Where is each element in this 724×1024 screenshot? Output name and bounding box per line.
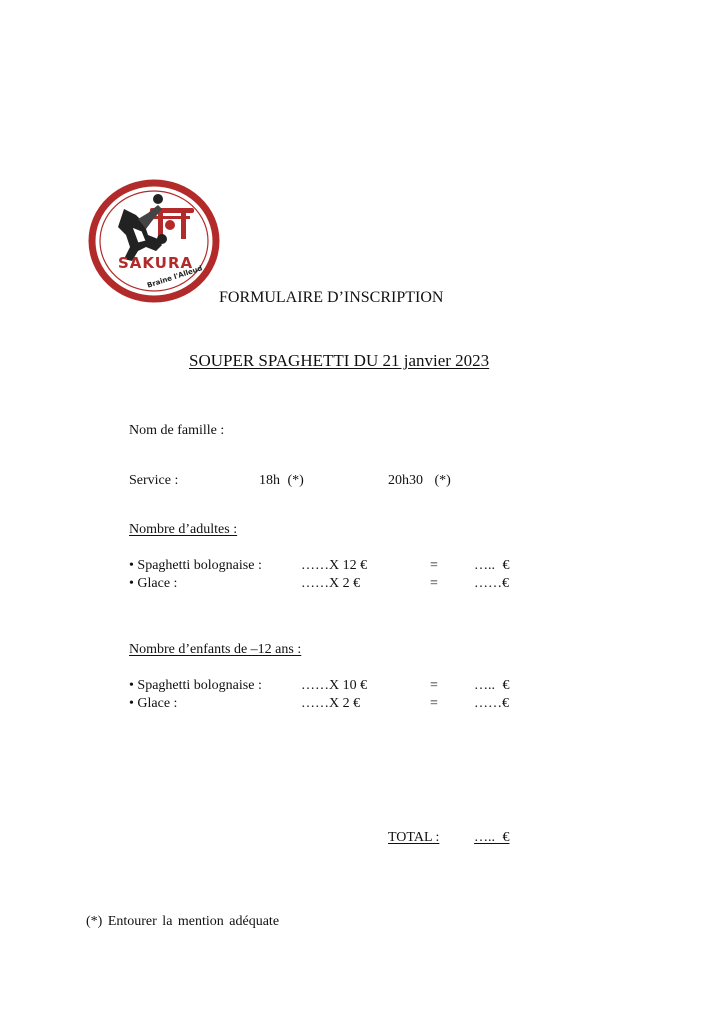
adults-spaghetti-total[interactable]: ….. € — [474, 558, 510, 573]
children-glace-eq: = — [430, 696, 438, 711]
children-spaghetti-eq: = — [430, 678, 438, 693]
children-glace-total[interactable]: ……€ — [474, 696, 509, 711]
children-glace-qty[interactable]: ……X 2 € — [301, 696, 361, 711]
form-title: FORMULAIRE D’INSCRIPTION — [219, 289, 444, 306]
adults-spaghetti-eq: = — [430, 558, 438, 573]
total-value[interactable]: ….. € — [474, 830, 510, 845]
service-option-18h[interactable]: 18h (*) — [259, 473, 304, 488]
adults-glace-eq: = — [430, 576, 438, 591]
service-option-20h30[interactable]: 20h30 (*) — [388, 473, 451, 488]
children-glace-item: • Glace : — [129, 696, 178, 711]
adults-glace-item: • Glace : — [129, 576, 178, 591]
adults-spaghetti-qty[interactable]: ……X 12 € — [301, 558, 368, 573]
event-title: SOUPER SPAGHETTI DU 21 janvier 2023 — [189, 351, 490, 370]
logo-name: SAKURA — [118, 254, 194, 272]
children-spaghetti-total[interactable]: ….. € — [474, 678, 510, 693]
children-spaghetti-qty[interactable]: ……X 10 € — [301, 678, 368, 693]
footnote: (*) Entourer la mention adéquate — [86, 914, 280, 929]
adults-glace-total[interactable]: ……€ — [474, 576, 509, 591]
total-label: TOTAL : — [388, 830, 440, 845]
children-heading: Nombre d’enfants de –12 ans : — [129, 642, 302, 657]
adults-spaghetti-item: • Spaghetti bolognaise : — [129, 558, 262, 573]
adults-glace-qty[interactable]: ……X 2 € — [301, 576, 361, 591]
service-label: Service : — [129, 473, 179, 488]
logo-subtitle: Braine l'Alleud — [146, 264, 204, 290]
adults-heading: Nombre d’adultes : — [129, 522, 238, 537]
children-spaghetti-item: • Spaghetti bolognaise : — [129, 678, 262, 693]
family-name-label: Nom de famille : — [129, 423, 225, 438]
sakura-logo — [88, 179, 220, 303]
